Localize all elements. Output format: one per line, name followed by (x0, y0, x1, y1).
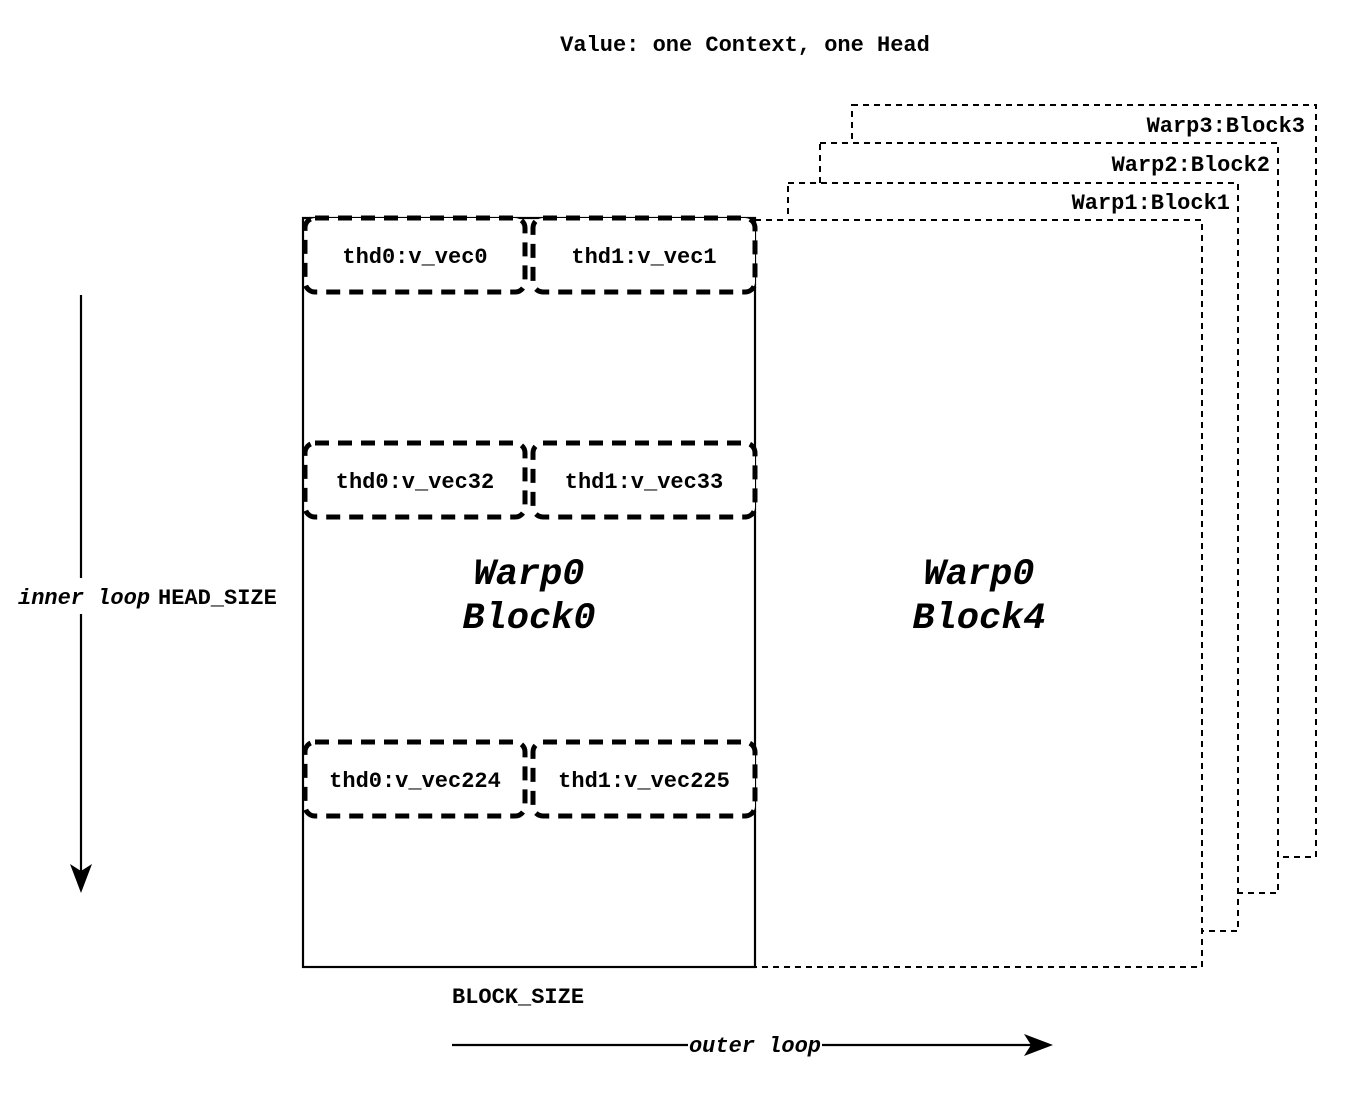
thd1-v-vec225-label: thd1:v_vec225 (558, 769, 730, 794)
front-page (303, 218, 1202, 967)
thd1-v-vec33-label: thd1:v_vec33 (564, 470, 724, 495)
thd0-v-vec0-label: thd0:v_vec0 (342, 245, 488, 270)
warp1-block1-label: Warp1:Block1 (1071, 191, 1230, 216)
warp0-block0-label-line2: Block0 (462, 598, 596, 640)
diagram-title: Value: one Context, one Head (560, 33, 930, 58)
thd0-v-vec32-label: thd0:v_vec32 (335, 470, 495, 495)
warp0-block0-label-line1: Warp0 (473, 554, 585, 596)
outer-loop-label: outer loop (688, 1034, 822, 1059)
warp2-block2-label: Warp2:Block2 (1111, 153, 1270, 178)
warp0-block4-label-line2: Block4 (912, 598, 1046, 640)
thd1-v-vec1-label: thd1:v_vec1 (571, 245, 717, 270)
head-size-label: HEAD_SIZE (158, 586, 277, 611)
inner-loop-label: inner loop (18, 586, 151, 611)
warp3-block3-label: Warp3:Block3 (1146, 114, 1305, 139)
thd0-v-vec224-label: thd0:v_vec224 (329, 769, 501, 794)
warp0-block4-label-line1: Warp0 (923, 554, 1035, 596)
block-size-label: BLOCK_SIZE (452, 985, 585, 1010)
